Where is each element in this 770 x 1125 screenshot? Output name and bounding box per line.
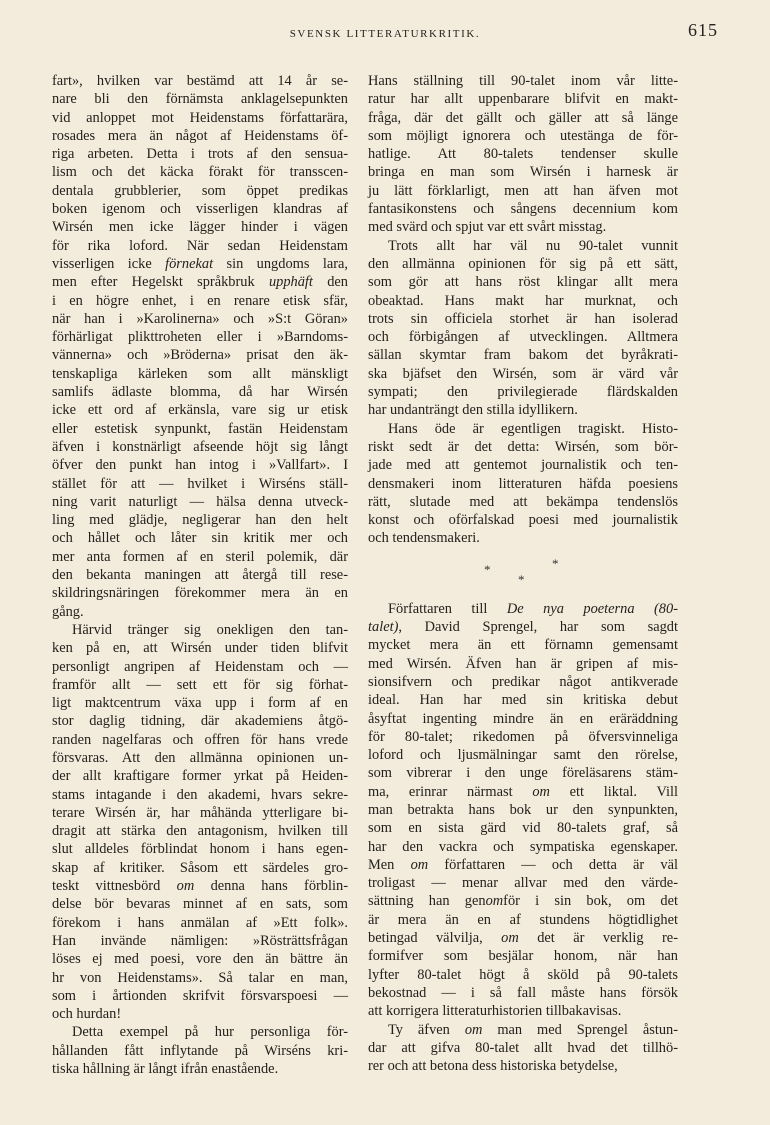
- text-line: randen nagelfaras och offren för hans vrede: [52, 731, 348, 748]
- text-line: Wirsén men icke lägger hinder i vägen: [52, 219, 348, 236]
- text-line: dentala grubblerier, som öppet predikas: [52, 182, 348, 199]
- text-line: och hållet och låter sin kritik mer och: [52, 530, 348, 547]
- text-line: ska bjäfset den Wirsén, som är värd vår: [368, 365, 678, 382]
- text-line: framför allt — sett ett för sig förhat-: [52, 676, 348, 693]
- text-line: rer och att betona dess historiska betydelse,: [368, 1058, 618, 1075]
- text-line: hållanden fått inflytande på Wirséns kri-: [52, 1042, 348, 1059]
- text-line: rätt, slutade med att bekämpa tendenslös: [368, 493, 678, 510]
- text-line: som en sista gärd vid 80-talets graf, så: [368, 820, 678, 837]
- text-line: eller estetisk synpunkt, fastän Heidenstam: [52, 420, 348, 437]
- text-line: i en högre enhet, i en renare etisk sfär,: [52, 292, 348, 309]
- text-line: hatlige. Att 80-talets tendenser skulle: [368, 146, 678, 163]
- separator-star: *: [518, 571, 525, 587]
- text-line: bekostnad — i så fall måste hans försök: [368, 984, 678, 1001]
- text-line: försvaras. Att den allmänna opinionen un-: [52, 749, 348, 766]
- separator-star: *: [484, 561, 491, 577]
- text-line: förekom i hans anmälan af »Ett folk».: [52, 914, 348, 931]
- text-line: ken på en, att Wirsén under tiden blifvit: [52, 640, 348, 657]
- text-line: delse bör bevaras minnet af en sats, som: [52, 896, 348, 913]
- text-line: med Wirsén. Äfven han är gripen af mis-: [368, 655, 678, 672]
- right-column-bottom-text: [368, 600, 678, 1076]
- text-line: för 80-talet; rikedomen på öfversvinneliga: [368, 728, 678, 745]
- text-line: Ty äfven om man med Sprengel åstun-: [388, 1021, 679, 1038]
- text-line: som gör att hans röst klingar allt mera: [368, 274, 678, 291]
- text-line: fantasikonstens och sångens decennium kom: [368, 201, 678, 218]
- text-line: dragit att stärka den antagonism, hvilken till: [52, 823, 348, 840]
- text-line: löses ej med poesi, vore den än bättre än: [52, 951, 348, 968]
- text-line: densmakeri inom litteraturen häfda poesiens: [368, 475, 678, 492]
- right-column-top-text: [368, 72, 678, 548]
- text-line: är mera än en af stundens högtidlighet: [368, 911, 678, 928]
- text-line: ligt maktcentrum växa upp i form af en: [52, 695, 348, 712]
- text-line: Författaren till De nya poeterna (80-: [388, 600, 678, 617]
- text-line: vid anloppet mot Heidenstams författarära,: [52, 109, 348, 126]
- text-line: Detta exempel på hur personliga för-: [72, 1024, 348, 1041]
- text-line: samlifs ädlaste blomma, då har Wirsén: [52, 384, 348, 401]
- text-line: skildringsnäringen förekommer mera än en: [52, 585, 348, 602]
- text-line: sättning han genomför i sin bok, om det: [368, 893, 678, 910]
- text-line: som i årtionden skrifvit försvarspoesi —: [52, 987, 348, 1004]
- text-line: har undanträngt den stilla idyllikern.: [368, 402, 578, 419]
- text-line: sionsifvern och predikar något antikverade: [368, 673, 678, 690]
- text-line: och hurdan!: [52, 1006, 122, 1023]
- text-line: trots sin officiela storhet är han isolerad: [368, 310, 678, 327]
- text-line: ling med glädje, negligerar han den helt: [52, 512, 348, 529]
- left-column: [52, 72, 348, 1078]
- text-line: formifver som besjälar honom, när han: [368, 948, 678, 965]
- text-line: man betrakta hans bok ur den synpunkten,: [368, 801, 678, 818]
- text-line: och tendensmakeri.: [368, 530, 480, 547]
- text-line: att korrigera litteraturhistorien tillbakavisas.: [368, 1003, 622, 1020]
- text-line: slut alldeles förblindat honom i hans egen-: [52, 841, 348, 858]
- text-line: teskt vittnesbörd om denna hans förblin-: [52, 878, 348, 895]
- text-line: den allmänna opinionen för sig på ett sätt,: [368, 255, 678, 272]
- page-number: 615: [688, 20, 718, 40]
- text-line: för rika loford. När sedan Heidenstam: [52, 237, 348, 254]
- text-line: sällan skymtar fram bakom det byråkrati-: [368, 347, 678, 364]
- text-line: talet), David Sprengel, har som sagdt: [368, 619, 678, 636]
- text-line: förhärligat plikttroheten eller i »Barndoms-: [52, 329, 348, 346]
- text-line: rosades mera än något af Heidenstams öf-: [52, 127, 348, 144]
- text-line: Hans ställning till 90-talet inom vår litte-: [368, 73, 678, 89]
- text-line: sympati; den privilegierade flärdskalden: [368, 384, 678, 401]
- text-line: Men om författaren — och detta är väl: [368, 856, 679, 873]
- section-separator: [368, 548, 678, 600]
- text-line: Han invände nämligen: »Rösträttsfrågan: [52, 932, 348, 949]
- text-line: mer anta formen af en steril polemik, där: [52, 548, 348, 565]
- text-line: fråga, där det gällt och gäller att så länge: [368, 109, 678, 126]
- text-line: tenskapliga kärleken som allt mänskligt: [52, 365, 348, 382]
- text-line: ju lätt förklarligt, men att han äfven mot: [368, 182, 678, 199]
- text-line: som vibrerar i den unge föreläsarens stäm-: [368, 765, 678, 782]
- text-line: vännerna» och »Bröderna» prisat den äk-: [52, 347, 348, 364]
- text-line: jade med att gentemot journalistik och ten-: [368, 457, 678, 474]
- text-line: stams intagande i den akademi, hvars sekre-: [52, 786, 348, 803]
- text-line: stället för att — hvilket i Wirséns ställ-: [52, 475, 348, 492]
- text-line: ning varit naturligt — hälsa denna utveck-: [52, 493, 348, 510]
- text-line: tiska hållning är långt ifrån enastående.: [52, 1061, 279, 1078]
- text-line: Trots allt har väl nu 90-talet vunnit: [388, 237, 678, 254]
- text-line: hr von Heidenstams». Så talar en man,: [52, 969, 348, 986]
- text-line: bringa en man som Wirsén i harnesk är: [368, 164, 678, 181]
- text-line: nare bli den förnämsta anklagelsepunkten: [52, 91, 348, 108]
- text-line: ratur har allt uppenbarare blifvit en makt-: [368, 91, 678, 108]
- text-line: lyfter 80-talet högt å sköld på 90-talets: [368, 966, 678, 983]
- text-line: troligast — menar allvar med den värde-: [368, 875, 678, 892]
- text-line: mycket mera än ett förnamn gemensamt: [368, 637, 678, 654]
- running-head: SVENSK LITTERATURKRITIK.: [289, 28, 481, 40]
- text-line: terare Wirsén är, har måhända ytterligare bi-: [52, 804, 348, 821]
- text-line: obeaktad. Hans makt har murknat, och: [368, 292, 678, 309]
- text-line: loford och ljusmälningar samt den rörelse,: [368, 747, 678, 764]
- text-line: öfver den punkt han intog i »Vallfart». I: [52, 457, 348, 474]
- right-column: [368, 72, 678, 1075]
- text-line: den bekanta maningen att återgå till rese-: [52, 567, 348, 584]
- text-line: äfven i konstnärligt afseende höjt sig långt: [52, 438, 348, 455]
- text-line: konst och oförfalskad poesi med journalistik: [368, 512, 678, 529]
- text-line: åsyftat ingenting mindre än en eräräddning: [368, 710, 678, 727]
- text-line: boken igenom och visserligen klandras af: [52, 201, 348, 218]
- text-line: när han i »Karolinerna» och »S:t Göran»: [52, 310, 348, 327]
- separator-star: *: [552, 555, 559, 571]
- text-line: ma, erinrar närmast om ett liktal. Vill: [368, 783, 678, 800]
- text-line: gång.: [52, 603, 84, 620]
- text-line: personligt angripen af Heidenstam och —: [52, 658, 348, 675]
- text-line: Härvid tränger sig onekligen den tan-: [72, 621, 348, 638]
- text-line: ideal. Han har med sin kritiska debut: [368, 692, 678, 709]
- text-line: icke ett ord af erkänsla, vare sig ur etisk: [52, 402, 348, 419]
- text-line: har den vackra och sympatiska egenskaper.: [368, 838, 678, 855]
- text-line: der allt kraftigare former yrkat på Heiden-: [52, 768, 348, 785]
- text-line: fart», hvilken var bestämd att 14 år se-: [52, 73, 348, 89]
- text-line: visserligen icke förnekat sin ungdoms lara,: [52, 255, 348, 272]
- text-line: Hans öde är egentligen tragiskt. Histo-: [388, 420, 678, 437]
- text-line: stor daglig tidning, där akademiens åtgö-: [52, 713, 348, 730]
- text-line: med svärd och spjut var ett svårt misstag.: [368, 219, 607, 236]
- text-line: riga arbeten. Detta i trots af den sensua-: [52, 146, 348, 163]
- text-line: riskt sedt är det detta: Wirsén, som bör-: [368, 438, 678, 455]
- text-line: som möjligt ignorera och utestänga de för-: [368, 127, 678, 144]
- text-line: skap af kritiker. Såsom ett särdeles gro-: [52, 859, 348, 876]
- text-line: men efter Hegelskt språkbruk upphäft den: [52, 274, 348, 291]
- text-line: lism och det käcka förakt för transscen-: [52, 164, 348, 181]
- text-line: och förbigången af utvecklingen. Alltmera: [368, 329, 678, 346]
- text-line: betingad välvilja, om det är verklig re-: [368, 930, 678, 947]
- text-line: dar att gifva 80-talet allt hvad det tillhö-: [368, 1039, 678, 1056]
